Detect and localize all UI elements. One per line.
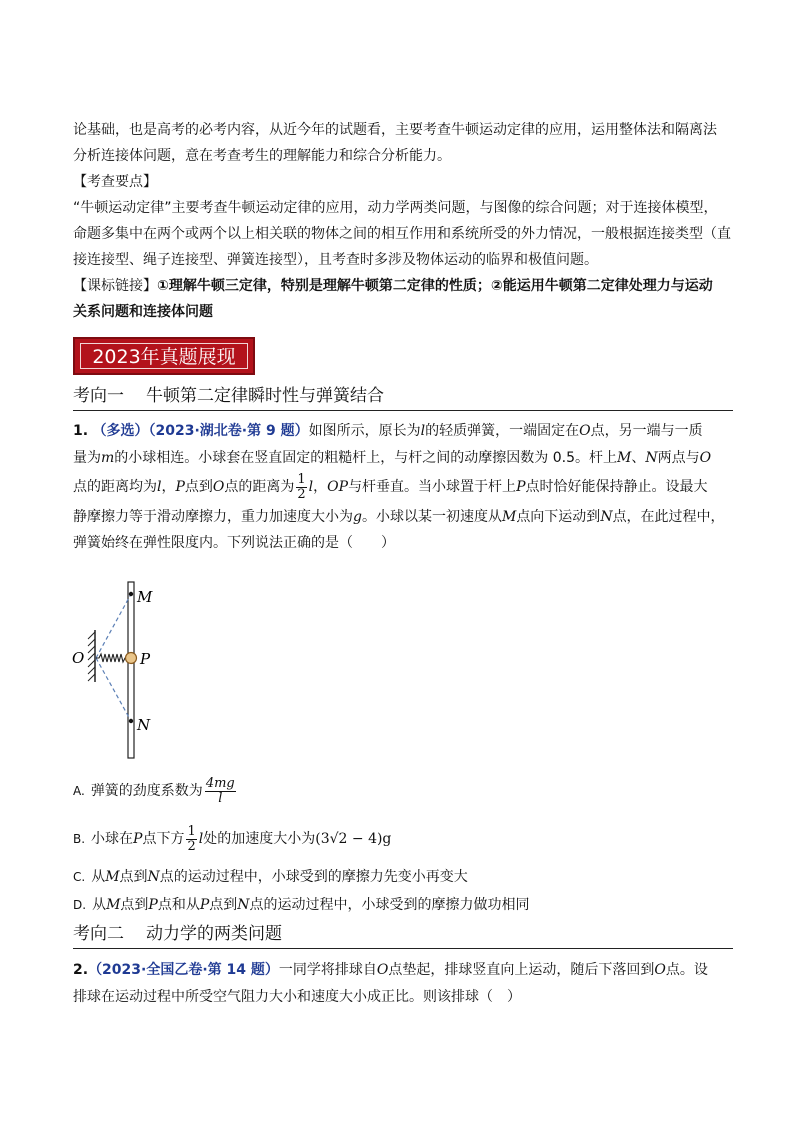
option-A-label: A. — [73, 784, 85, 798]
var-O: O — [699, 450, 712, 466]
q2-text: 一同学将排球自 — [278, 962, 377, 978]
label-N: N — [137, 716, 151, 734]
option-C[interactable] — [73, 867, 468, 887]
var-M: M — [501, 509, 517, 525]
var-O: O — [654, 962, 666, 978]
dashed-line-ON — [96, 658, 131, 721]
var-O: O — [212, 479, 225, 495]
var-M: M — [617, 450, 632, 466]
key-points-line-1: “牛顿运动定律”主要考查牛顿运动定律的应用，动力学两类问题，与图像的综合问题；对于连接体模型， — [73, 200, 718, 216]
var-P: P — [516, 479, 526, 495]
dashed-line-OM — [96, 594, 131, 658]
option-B-text: 点下方 — [142, 831, 185, 847]
ball-P — [126, 653, 137, 664]
q1-text: 点时恰好能保持静止。设最大 — [525, 479, 708, 495]
q2-line-2: 排球在运动过程中所受空气阻力大小和速度大小成正比。则该排球（ ） — [73, 989, 521, 1005]
section-2-title: 动力学的两类问题 — [146, 924, 282, 944]
q1-line-1 — [73, 421, 703, 441]
option-B-text: 小球在 — [91, 831, 134, 847]
var-O: O — [579, 423, 591, 439]
q2-line-1 — [73, 960, 708, 980]
var-l: l — [308, 479, 314, 495]
section-2-heading — [73, 922, 733, 949]
q2-number: 2. — [73, 962, 89, 978]
option-C-text: 点的运动过程中，小球受到的摩擦力先变小再变大 — [159, 869, 468, 885]
q1-source: （2023·湖北卷·第 9 题） — [148, 423, 309, 439]
year-banner — [73, 337, 255, 375]
option-C-label: C. — [73, 870, 86, 884]
label-M: M — [137, 588, 153, 606]
key-points-line-2: 命题多集中在两个或两个以上相关联的物体之间的相互作用和系统所受的外力情况，一般根据连接类型（直 — [73, 226, 731, 242]
var-N: N — [147, 869, 160, 885]
q2-text: 点垫起，排球竖直向上运动，随后下落回到 — [388, 962, 655, 978]
section-1-number: 考向一 — [73, 386, 124, 406]
q1-text: 。小球以某一初速度从 — [361, 509, 502, 525]
var-N: N — [237, 897, 250, 913]
section-2-number: 考向二 — [73, 924, 124, 944]
curriculum-heading: 【课标链接】 — [73, 278, 157, 294]
option-C-text: 从 — [91, 869, 106, 885]
var-l: l — [420, 423, 426, 439]
curriculum-text-1: ①理解牛顿三定律，特别是理解牛顿第二定律的性质；②能运用牛顿第二定律处理力与运动 — [157, 278, 713, 294]
intro-line-1: 论基础，也是高考的必考内容，从近今年的试题看，主要考查牛顿运动定律的应用，运用整体法和隔离法 — [73, 122, 717, 138]
option-A-text: 弹簧的劲度系数为 — [90, 783, 203, 799]
var-M: M — [105, 869, 120, 885]
var-OP: OP — [327, 479, 349, 495]
option-D-text: 点的运动过程中，小球受到的摩擦力做功相同 — [249, 897, 530, 913]
fraction-one-half: $\frac{1}{2}$ — [297, 471, 306, 502]
fraction-one-half: $\frac{1}{2}$ — [187, 823, 196, 854]
point-N — [129, 719, 133, 723]
var-N: N — [645, 450, 658, 466]
label-O: O — [72, 649, 85, 667]
var-P: P — [199, 897, 210, 913]
option-C-text: 点到 — [119, 869, 148, 885]
q1-text: 点的距离均为 — [73, 479, 157, 495]
section-1-heading — [73, 384, 733, 411]
fraction-4mg-over-l: $\frac{4mg}{l}$ — [205, 775, 235, 806]
point-M — [129, 592, 133, 596]
curriculum-line-2: 关系问题和连接体问题 — [73, 304, 213, 320]
option-A[interactable] — [73, 774, 238, 808]
option-B-label: B. — [73, 832, 86, 846]
label-P: P — [140, 650, 151, 668]
q1-text: ， — [161, 479, 176, 495]
var-g: g — [353, 509, 362, 525]
q1-line-2 — [73, 448, 711, 468]
q1-text: ， — [313, 479, 328, 495]
q2-source: （2023·全国乙卷·第 14 题） — [88, 962, 279, 978]
curriculum-line-1 — [73, 276, 713, 296]
var-O: O — [376, 962, 389, 978]
option-D[interactable] — [73, 895, 530, 915]
q1-text: 的轻质弹簧，一端固定在 — [425, 423, 580, 439]
spring-rod-figure — [66, 578, 176, 764]
q1-tag: （多选） — [92, 423, 149, 439]
option-D-text: 点到 — [209, 897, 238, 913]
var-m: m — [101, 450, 115, 466]
key-points-heading: 【考查要点】 — [73, 174, 157, 190]
var-P: P — [133, 831, 143, 847]
q1-text: 静摩擦力等于滑动摩擦力，重力加速度大小为 — [73, 509, 353, 525]
q1-text: 点向下运动到 — [516, 509, 601, 525]
q1-text: 两点与 — [657, 450, 700, 466]
var-l: l — [198, 831, 204, 847]
option-D-text: 点到 — [120, 897, 149, 913]
q1-text: 、 — [631, 450, 646, 466]
q1-text: 的小球相连。小球套在竖直固定的粗糙杆上，与杆之间的动摩擦因数为 0.5。杆上 — [114, 450, 617, 466]
key-points-line-3: 接连接型、绳子连接型、弹簧连接型），且考查时多涉及物体运动的临界和极值问题。 — [73, 252, 598, 268]
q1-text: 点到 — [184, 479, 213, 495]
q1-text: 点，另一端与一质 — [590, 423, 703, 439]
option-D-text: 从 — [92, 897, 107, 913]
option-B-text: 处的加速度大小为 — [203, 831, 316, 847]
q1-line-4 — [73, 507, 725, 527]
var-M: M — [106, 897, 121, 913]
q1-text: 量为 — [73, 450, 101, 466]
q1-text: 与杆垂直。当小球置于杆上 — [348, 479, 517, 495]
option-D-text: 点和从 — [157, 897, 200, 913]
q1-text: 如图所示，原长为 — [308, 423, 421, 439]
q1-line-5: 弹簧始终在弹性限度内。下列说法正确的是（ ） — [73, 535, 395, 551]
var-l: l — [157, 479, 162, 495]
banner-title: 2023年真题展现 — [80, 343, 248, 369]
spring — [96, 654, 127, 662]
var-P: P — [175, 479, 185, 495]
wall-hatch — [88, 632, 95, 681]
q1-text: 点的距离为 — [224, 479, 295, 495]
option-D-label: D. — [73, 898, 87, 912]
option-B[interactable] — [73, 822, 391, 856]
var-N: N — [600, 509, 613, 525]
var-P: P — [148, 897, 158, 913]
section-1-title: 牛顿第二定律瞬时性与弹簧结合 — [146, 386, 384, 406]
q1-text: 点，在此过程中， — [612, 509, 725, 525]
vertical-rod — [128, 582, 134, 758]
q2-text: 点。设 — [665, 962, 708, 978]
q1-line-3 — [73, 470, 707, 504]
intro-line-2: 分析连接体问题，意在考查考生的理解能力和综合分析能力。 — [73, 148, 451, 164]
q1-number: 1. — [73, 423, 89, 439]
option-B-expression: (3√2 − 4)g — [315, 831, 392, 847]
